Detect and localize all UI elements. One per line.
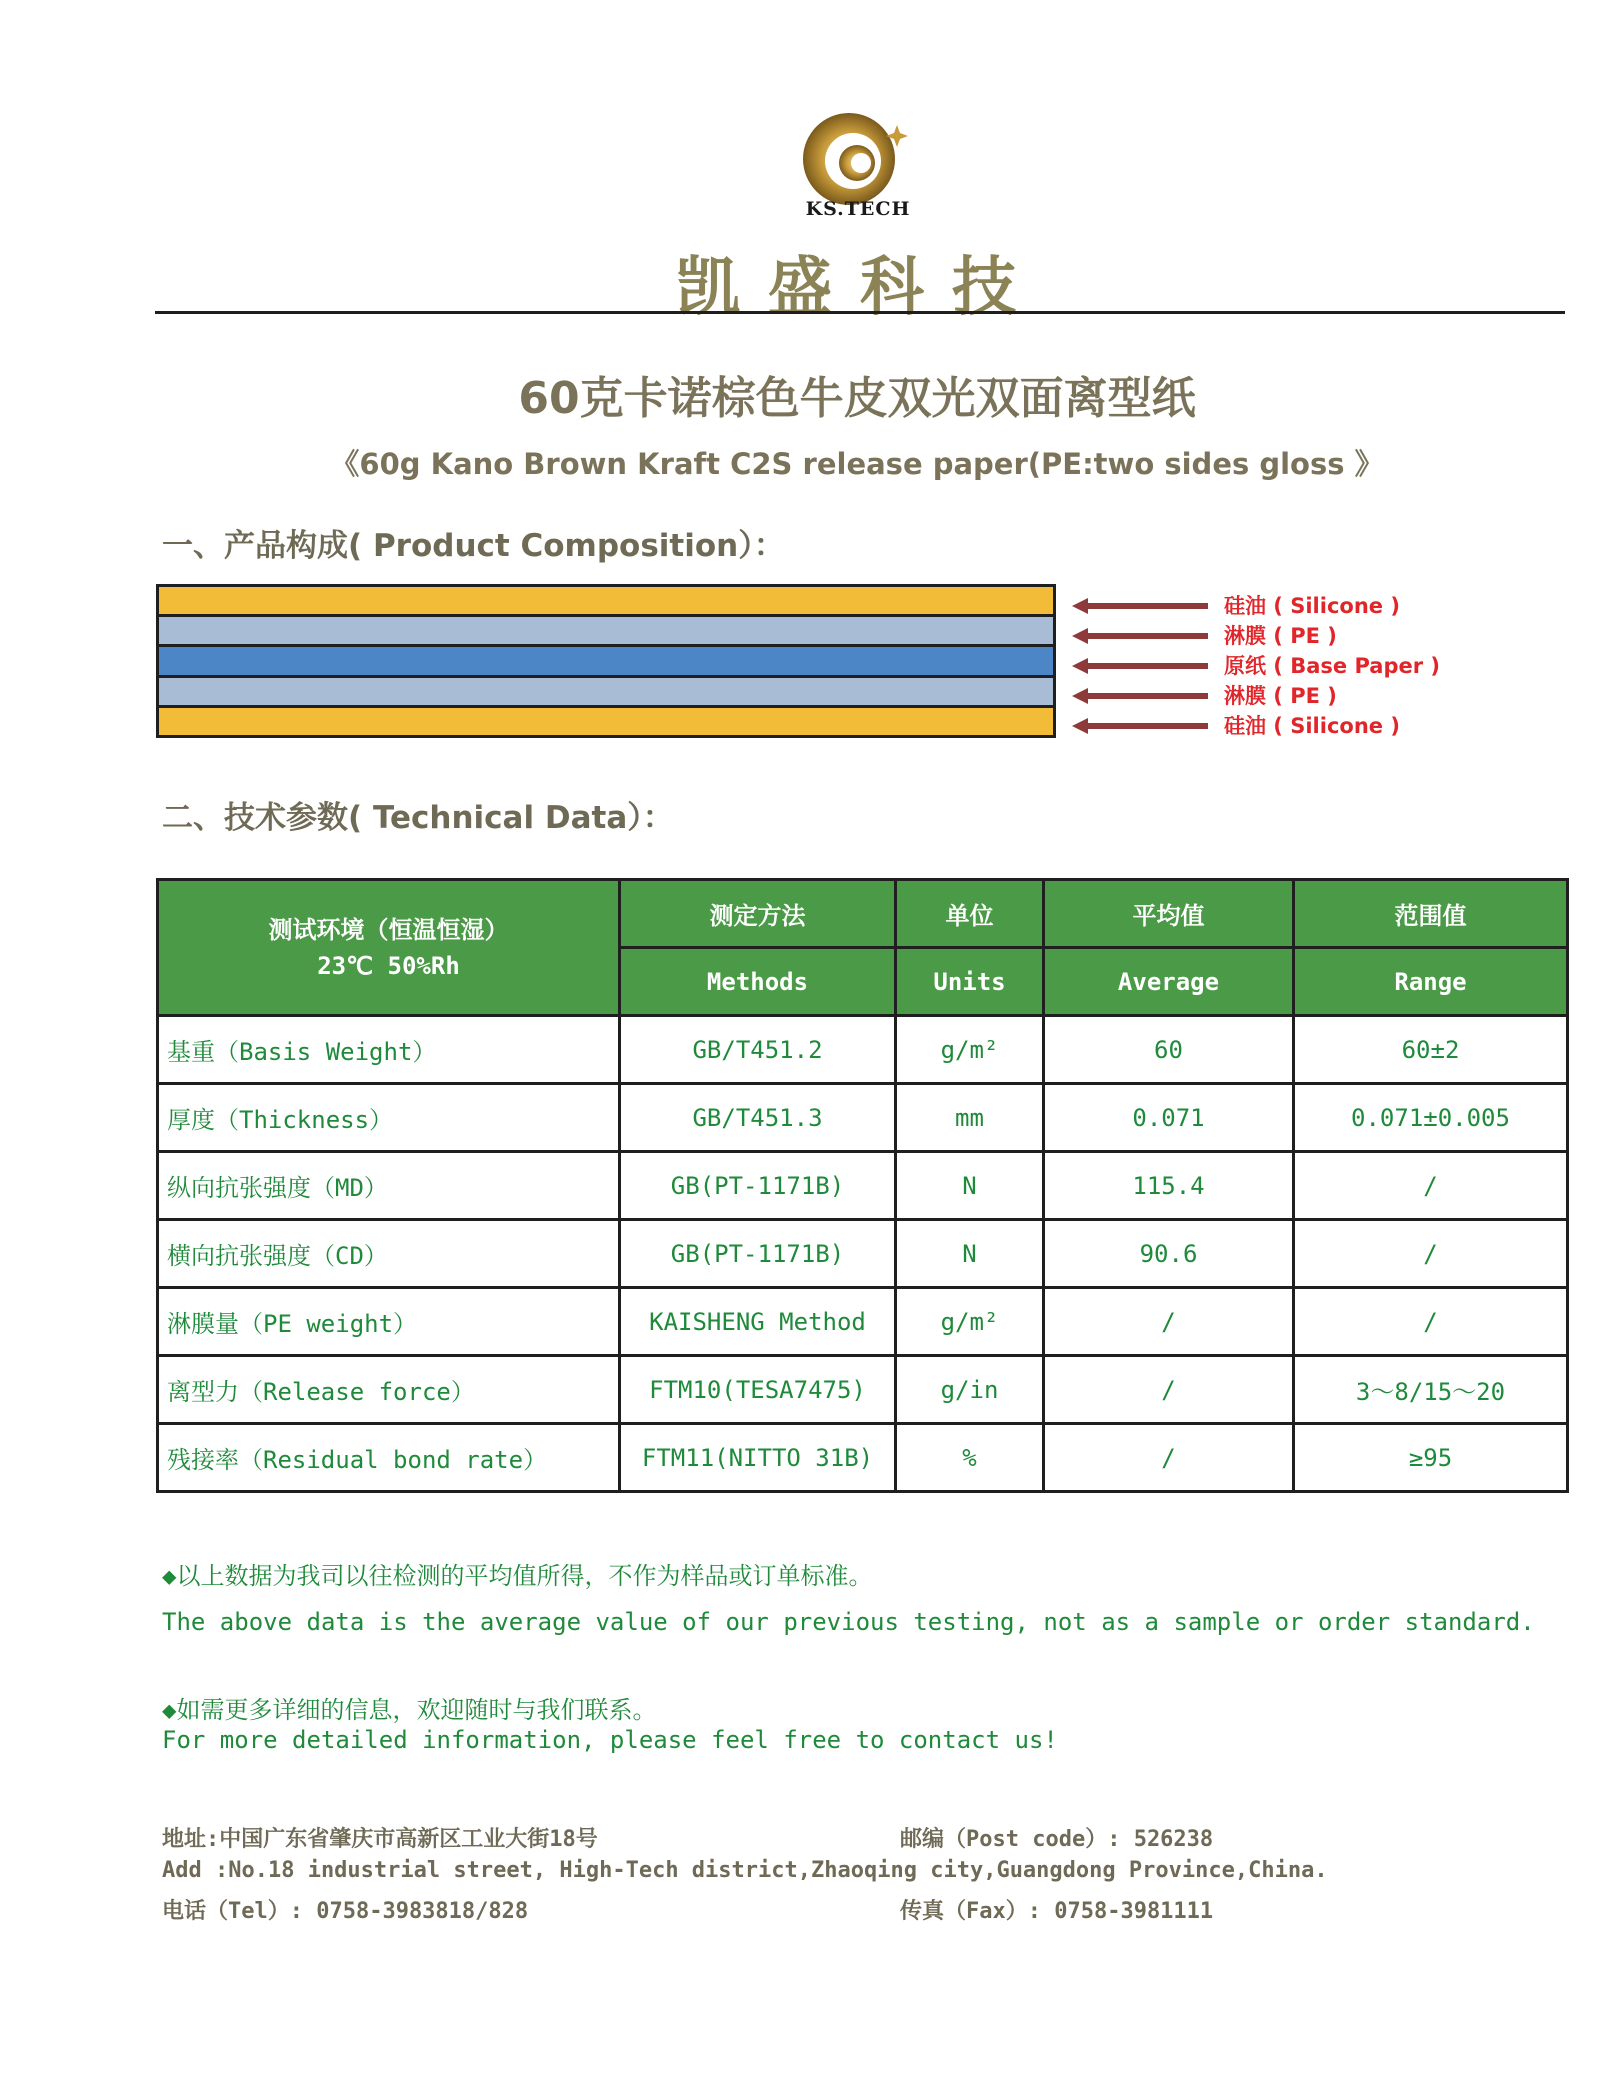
composition-heading: 一、产品构成( Product Composition）： xyxy=(162,528,785,564)
header-range-cn: 范围值 xyxy=(1294,880,1568,948)
header-methods-en: Methods xyxy=(620,948,896,1016)
header-methods-cn: 测定方法 xyxy=(620,880,896,948)
unit-cell: N xyxy=(896,1152,1044,1220)
layer-pe-bottom xyxy=(159,678,1053,708)
range-cell: ≥95 xyxy=(1294,1424,1568,1492)
param-cell: 离型力（Release force） xyxy=(158,1356,620,1424)
logo-text: KS.TECH xyxy=(805,198,911,220)
average-cell: / xyxy=(1044,1356,1294,1424)
company-name: 凯盛科技 xyxy=(676,251,1044,325)
unit-cell: g/m² xyxy=(896,1016,1044,1084)
layer-label: 原纸 ( Base Paper ) xyxy=(1224,654,1440,678)
layer-silicone-top xyxy=(159,587,1053,617)
layer-silicone-bottom xyxy=(159,708,1053,735)
layer-label: 淋膜 ( PE ) xyxy=(1224,684,1337,708)
product-title-en: 《60g Kano Brown Kraft C2S release paper(PE:two sides gloss 》 xyxy=(330,447,1384,481)
note-1-cn: ◆以上数据为我司以往检测的平均值所得，不作为样品或订单标准。 xyxy=(162,1562,873,1590)
range-cell: / xyxy=(1294,1152,1568,1220)
layer-pe-top xyxy=(159,617,1053,647)
param-cell: 淋膜量（PE weight） xyxy=(158,1288,620,1356)
layer-label-row xyxy=(1072,590,1472,620)
footer-tel: 电话（Tel）: 0758-3983818/828 xyxy=(162,1899,529,1924)
param-cell: 横向抗张强度（CD） xyxy=(158,1220,620,1288)
table-row xyxy=(158,1288,1568,1356)
param-cell: 残接率（Residual bond rate） xyxy=(158,1424,620,1492)
arrow-left-icon xyxy=(1072,662,1208,670)
table-row xyxy=(158,1220,1568,1288)
layer-label: 淋膜 ( PE ) xyxy=(1224,624,1337,648)
table-row xyxy=(158,1424,1568,1492)
table-row xyxy=(158,1152,1568,1220)
unit-cell: N xyxy=(896,1220,1044,1288)
note-1-en: The above data is the average value of our previous testing, not as a sample or order standard. xyxy=(162,1608,1535,1636)
env-line-2: 23℃ 50%Rh xyxy=(317,951,460,980)
layer-label-row xyxy=(1072,710,1472,740)
method-cell: FTM10(TESA7475) xyxy=(620,1356,896,1424)
average-cell: 60 xyxy=(1044,1016,1294,1084)
unit-cell: g/in xyxy=(896,1356,1044,1424)
average-cell: 0.071 xyxy=(1044,1084,1294,1152)
param-cell: 纵向抗张强度（MD） xyxy=(158,1152,620,1220)
range-cell: 3～8/15～20 xyxy=(1294,1356,1568,1424)
footer-address-cn: 地址:中国广东省肇庆市高新区工业大街18号 xyxy=(162,1827,598,1852)
layer-label-row xyxy=(1072,650,1472,680)
header-average-cn: 平均值 xyxy=(1044,880,1294,948)
param-cell: 基重（Basis Weight） xyxy=(158,1016,620,1084)
header-divider xyxy=(155,311,1565,314)
param-cell: 厚度（Thickness） xyxy=(158,1084,620,1152)
header-units-en: Units xyxy=(896,948,1044,1016)
average-cell: / xyxy=(1044,1288,1294,1356)
range-cell: 0.071±0.005 xyxy=(1294,1084,1568,1152)
average-cell: / xyxy=(1044,1424,1294,1492)
note-2-cn: ◆如需更多详细的信息，欢迎随时与我们联系。 xyxy=(162,1696,657,1724)
product-title-cn: 60克卡诺棕色牛皮双光双面离型纸 xyxy=(518,373,1196,424)
layer-label-row xyxy=(1072,620,1472,650)
method-cell: GB/T451.2 xyxy=(620,1016,896,1084)
composition-diagram xyxy=(156,584,1056,738)
note-2-en: For more detailed information, please feel free to contact us! xyxy=(162,1726,1058,1754)
table-row xyxy=(158,1356,1568,1424)
header-units-cn: 单位 xyxy=(896,880,1044,948)
header-range-en: Range xyxy=(1294,948,1568,1016)
table-header-row xyxy=(158,880,1568,948)
range-cell: 60±2 xyxy=(1294,1016,1568,1084)
layer-base-paper xyxy=(159,647,1053,677)
company-logo xyxy=(793,103,925,211)
range-cell: / xyxy=(1294,1220,1568,1288)
footer-postcode: 邮编（Post code）: 526238 xyxy=(900,1827,1214,1852)
method-cell: GB/T451.3 xyxy=(620,1084,896,1152)
method-cell: KAISHENG Method xyxy=(620,1288,896,1356)
arrow-left-icon xyxy=(1072,602,1208,610)
table-row xyxy=(158,1016,1568,1084)
layer-label: 硅油 ( Silicone ) xyxy=(1224,594,1400,618)
average-cell: 90.6 xyxy=(1044,1220,1294,1288)
method-cell: GB(PT-1171B) xyxy=(620,1220,896,1288)
unit-cell: % xyxy=(896,1424,1044,1492)
method-cell: FTM11(NITTO 31B) xyxy=(620,1424,896,1492)
footer-fax: 传真（Fax）: 0758-3981111 xyxy=(900,1899,1214,1924)
composition-labels xyxy=(1072,590,1472,740)
footer-address-en: Add :No.18 industrial street, High-Tech district,Zhaoqing city,Guangdong Province,China. xyxy=(162,1858,1328,1883)
arrow-left-icon xyxy=(1072,632,1208,640)
test-environment-header xyxy=(158,880,620,1016)
range-cell: / xyxy=(1294,1288,1568,1356)
unit-cell: mm xyxy=(896,1084,1044,1152)
arrow-left-icon xyxy=(1072,692,1208,700)
layer-label-row xyxy=(1072,680,1472,710)
method-cell: GB(PT-1171B) xyxy=(620,1152,896,1220)
layer-label: 硅油 ( Silicone ) xyxy=(1224,714,1400,738)
technical-data-table xyxy=(156,878,1569,1493)
technical-heading: 二、技术参数( Technical Data）： xyxy=(162,800,674,836)
env-line-1: 测试环境（恒温恒湿） xyxy=(268,915,509,944)
arrow-left-icon xyxy=(1072,722,1208,730)
header-average-en: Average xyxy=(1044,948,1294,1016)
unit-cell: g/m² xyxy=(896,1288,1044,1356)
average-cell: 115.4 xyxy=(1044,1152,1294,1220)
table-row xyxy=(158,1084,1568,1152)
